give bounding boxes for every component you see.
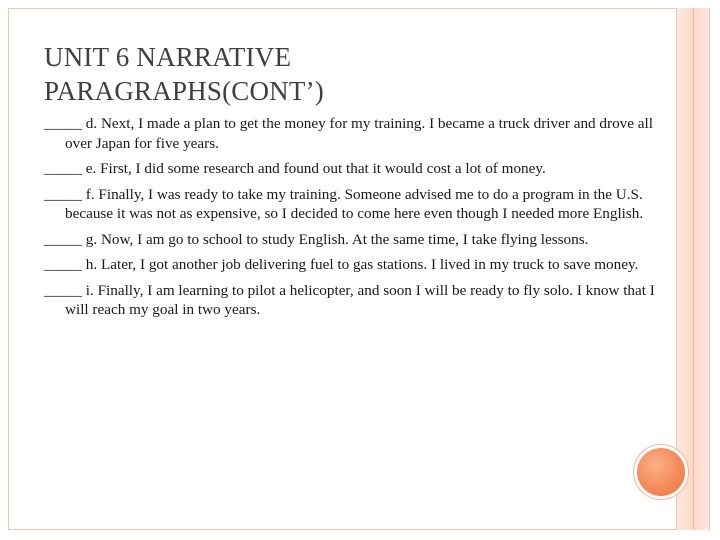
exercise-item-e	[44, 159, 678, 179]
item-text: g. Now, I am go to school to study English. At the same time, I take flying lessons.	[85, 230, 589, 248]
exercise-item-d	[44, 114, 678, 153]
slide-title	[44, 40, 624, 108]
exercise-item-i	[44, 281, 678, 320]
slide-title-line-1: UNIT 6 NARRATIVE	[44, 42, 292, 72]
answer-blank: _____	[44, 160, 82, 177]
answer-blank: _____	[44, 256, 82, 273]
slide-title-line-2: PARAGRAPHS(CONT’)	[44, 76, 324, 106]
item-text: h. Later, I got another job delivering fuel to gas stations. I lived in my truck to save money.	[85, 256, 639, 273]
item-text: e. First, I did some research and found out that it would cost a lot of money.	[85, 160, 546, 177]
answer-blank: _____	[44, 185, 82, 203]
answer-blank: _____	[44, 115, 82, 132]
answer-blank: _____	[44, 281, 82, 299]
answer-blank: _____	[44, 230, 82, 248]
item-text: f. Finally, I was ready to take my training. Someone advised me to do a program in the U.S. because it was not as expensive, so I decided to come here even though I needed more English.	[65, 185, 644, 222]
exercise-item-g	[44, 230, 678, 250]
exercise-item-f	[44, 185, 678, 224]
item-text: d. Next, I made a plan to get the money for my training. I became a truck driver and drove all over Japan for five years.	[65, 115, 653, 152]
item-text: i. Finally, I am learning to pilot a helicopter, and soon I will be ready to fly solo. I know that I will reach my goal in two years.	[65, 281, 655, 318]
exercise-item-h	[44, 255, 678, 275]
accent-circle-decoration	[637, 448, 685, 496]
right-decorative-line	[693, 8, 694, 530]
exercise-list	[44, 114, 678, 326]
